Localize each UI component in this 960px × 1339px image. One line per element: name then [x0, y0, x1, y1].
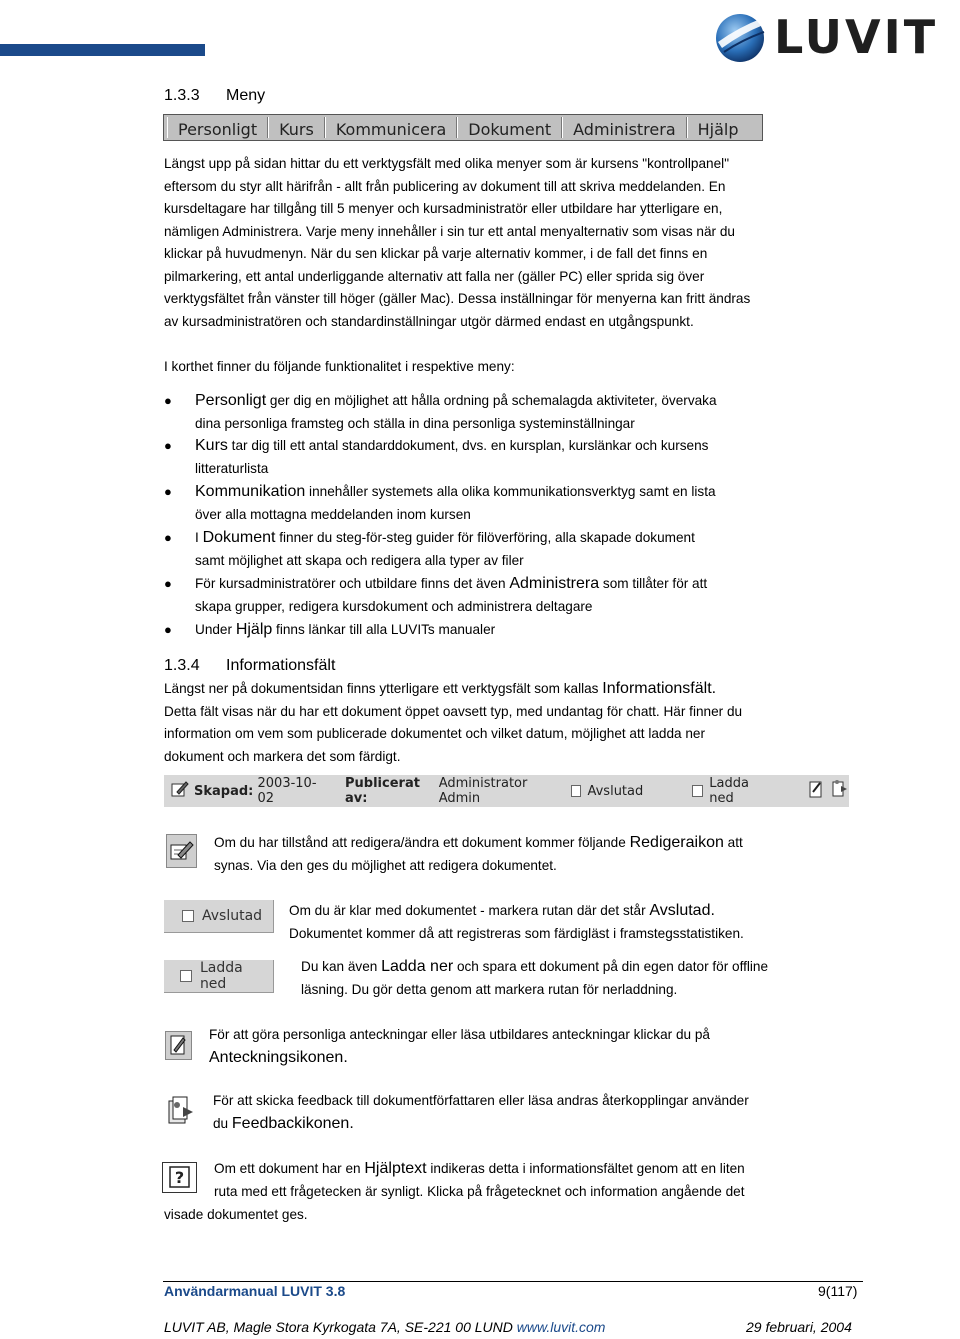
brand-name: LUVIT [774, 10, 939, 64]
text-line: av kursadministratören och standardinställningar utgör därmed endast en utgångspunkt. [164, 313, 694, 329]
finished-checkbox[interactable] [571, 785, 582, 797]
notes-icon-example [165, 1031, 192, 1060]
menu-personligt[interactable]: Personligt [167, 117, 268, 138]
summary-intro: I korthet finner du följande funktionalitet i respektive meny: [164, 359, 515, 374]
section-heading-informationsfalt [164, 657, 335, 675]
section-number: 1.3.4 [164, 657, 200, 674]
text-line: kursdeltagare har tillgång till 5 menyer och kursadministratör eller utbildare har ytterligare en, [164, 201, 723, 216]
checkbox-icon [180, 970, 192, 982]
section-heading-meny [164, 87, 265, 105]
list-item: ● För kursadministratörer och utbildare finns det även Administrera som tillåter för att skapa grupper, redigera kursdokument och administrera deltagare [164, 575, 708, 614]
bullet-term: Dokument [202, 529, 276, 546]
created-label: Skapad: [194, 783, 254, 799]
bullet-dot: ● [164, 576, 172, 591]
bullet-dot: ● [164, 622, 172, 637]
luvit-logo [712, 6, 952, 68]
menu-administrera[interactable]: Administrera [562, 117, 687, 138]
download-explanation: Du kan även Ladda ner och spara ett dokument på din egen dator för offline läsning. Du gör detta genom att markera rutan för nerladdning. [301, 958, 769, 997]
notes-icon [166, 1032, 191, 1059]
text-line: dokument och markera det som färdigt. [164, 748, 401, 764]
edit-icon[interactable] [170, 779, 190, 803]
help-icon-example [162, 1162, 197, 1193]
menu-kommunicera[interactable]: Kommunicera [325, 117, 457, 138]
section-title: Meny [226, 87, 266, 104]
text-line: nämligen Administrera. Varje meny innehåller i sin tur ett antal menyalternativ som visas när du [164, 223, 735, 239]
menu-hjalp[interactable]: Hjälp [687, 117, 749, 138]
bullet-dot: ● [164, 530, 172, 545]
bullet-term: Personligt [195, 392, 267, 409]
text-line: pilmarkering, ett antal underliggande alternativ att falla ner (gäller PC) eller sprida sig över [164, 268, 705, 284]
download-label: Ladda ned [709, 776, 749, 806]
list-item: ● Kurs tar dig till ett antal standarddokument, dvs. en kursplan, kurslänkar och kursens litteraturlista [164, 437, 709, 476]
footer-rule [163, 1281, 863, 1282]
menu-bullet-list [164, 390, 854, 643]
text-line: Detta fält visas när du har ett dokument öppet oavsett typ, med undantag för chatt. Här finner du [164, 703, 743, 719]
bullet-dot: ● [164, 438, 172, 453]
bullet-term: Administrera [509, 575, 600, 592]
menu-toolbar [163, 114, 763, 141]
bullet-term: Kurs [195, 437, 228, 454]
menu-kurs[interactable]: Kurs [268, 117, 325, 138]
bullet-term: Kommunikation [195, 483, 306, 500]
manual-title: Användarmanual LUVIT 3.8 [164, 1283, 346, 1299]
checkbox-icon [182, 910, 194, 922]
company-address: LUVIT AB, Magle Stora Kyrkogata 7A, SE-221 00 LUND www.luvit.com [164, 1319, 606, 1335]
list-item: ● I Dokument finner du steg-för-steg guider för filöverföring, alla skapade dokument samt möjlighet att skapa och redigera alla typer av filer [164, 529, 695, 568]
text-line: eftersom du styr allt härifrån - allt från publicering av dokument till att skriva meddelanden. En [164, 178, 726, 194]
luvit-globe-icon [714, 8, 770, 64]
text-line: Längst upp på sidan hittar du ett verktygsfält med olika menyer som är kursens "kontrollpanel" [164, 156, 730, 171]
page-number: 9(117) [818, 1283, 858, 1299]
help-icon [163, 1163, 196, 1192]
svg-text:?: ? [174, 1168, 185, 1187]
list-item: ● Personligt ger dig en möjlighet att hålla ordning på schemalagda aktiviteter, övervaka dina personliga framsteg och ställa in dina personliga systeminställningar [164, 392, 717, 431]
document-date: 29 februari, 2004 [746, 1319, 852, 1335]
edit-icon-example [166, 834, 197, 868]
published-label: Publicerat av: [345, 776, 420, 806]
download-widget-example: Ladda ned [164, 960, 274, 993]
feedback-icon [165, 1093, 197, 1131]
bullet-dot: ● [164, 484, 172, 499]
menu-dokument[interactable]: Dokument [457, 117, 562, 138]
website-link[interactable]: www.luvit.com [516, 1319, 606, 1335]
section-number: 1.3.3 [164, 87, 200, 104]
created-date: 2003-10-02 [257, 776, 317, 806]
list-item: ● Kommunikation innehåller systemets alla olika kommunikationsverktyg samt en lista över alla mottagna meddelanden inom kursen [164, 483, 716, 522]
finished-explanation: Om du är klar med dokumentet - markera rutan där det står Avslutad. Dokumentet kommer då att registreras som färdigläst i framstegsstatistiken. [289, 902, 744, 941]
help-explanation: Om ett dokument har en Hjälptext indikeras detta i informationsfältet genom att en liten ruta med ett frågetecken är synligt. Klicka på frågetecknet och information angående det [214, 1160, 745, 1199]
feedback-explanation: För att skicka feedback till dokumentförfattaren eller läsa andras återkopplingar använder du Feedbackikonen. [213, 1093, 749, 1132]
text-line: information om vem som publicerade dokumentet och vilket datum, möjlighet att ladda ner [164, 726, 706, 741]
publisher-name: Administrator Admin [438, 776, 528, 806]
finished-label: Avslutad [587, 783, 644, 799]
feedback-icon[interactable] [831, 778, 849, 804]
text-line: klickar på huvudmenyn. När du sen klickar på varje alternativ kommer, i de fall det finns en [164, 246, 708, 261]
information-bar [164, 775, 849, 807]
finished-widget-example: Avslutad [164, 900, 274, 933]
bullet-term: Hjälp [235, 621, 273, 638]
section-title: Informationsfält [226, 657, 336, 674]
intro-paragraph [164, 153, 864, 333]
list-item: ● Under Hjälp finns länkar till alla LUVITs manualer [164, 619, 854, 642]
edit-icon [167, 835, 196, 867]
edit-explanation: Om du har tillstånd att redigera/ändra ett dokument kommer följande Redigeraikon att synas. Via den ges du möjlighet att redigera dokumentet. [214, 834, 743, 873]
download-checkbox[interactable] [692, 785, 703, 797]
info-paragraph [164, 678, 864, 768]
header-accent-bar [0, 44, 205, 56]
bullet-dot: ● [164, 393, 172, 408]
text-line: verktygsfältet från vänster till höger (gäller Mac). Dessa inställningar för menyerna kan fritt ändras [164, 291, 751, 306]
feedback-icon-example [165, 1093, 197, 1131]
notes-icon[interactable] [808, 779, 824, 803]
notes-explanation: För att göra personliga anteckningar eller läsa utbildares anteckningar klickar du på Anteckningsikonen. [209, 1027, 710, 1066]
text-line: Längst ner på dokumentsidan finns ytterligare ett verktygsfält som kallas Informationsfält. [164, 680, 717, 697]
help-explanation-end: visade dokumentet ges. [164, 1207, 308, 1222]
